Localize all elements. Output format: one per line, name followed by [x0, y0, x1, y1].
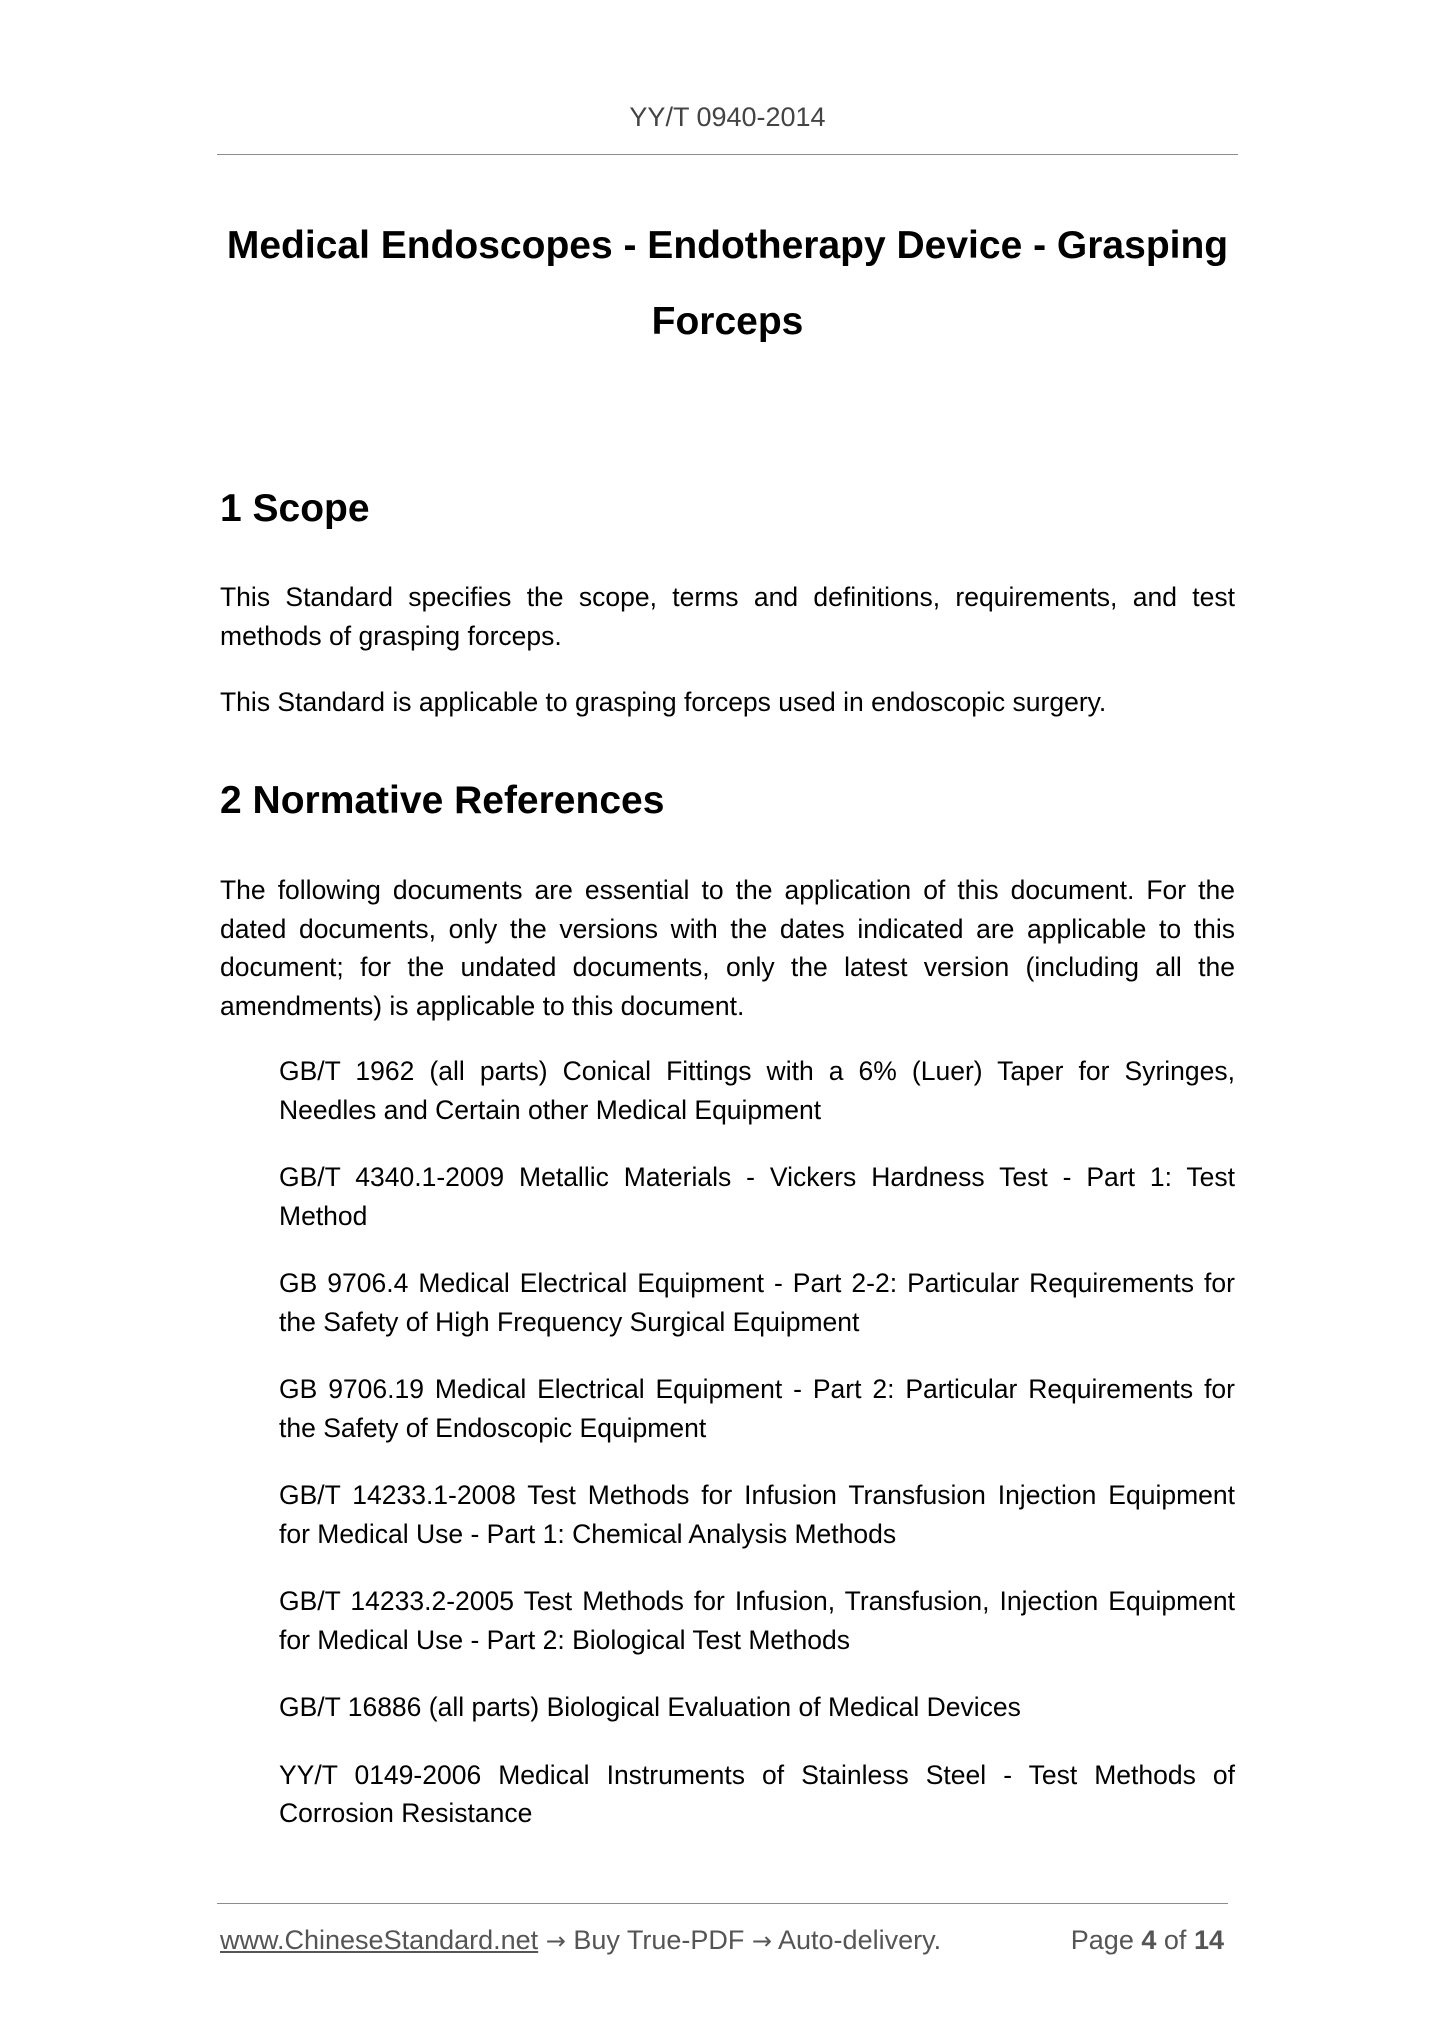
footer-divider — [217, 1903, 1228, 1904]
reference-item: GB/T 14233.1-2008 Test Methods for Infusion Transfusion Injection Equipment for Medical Use - Part 1: Chemical Analysis Methods — [279, 1480, 1235, 1549]
scope-paragraph-1: This Standard specifies the scope, terms and definitions, requirements, and test methods of grasping forceps. — [220, 582, 1235, 651]
page-current: 4 — [1141, 1925, 1157, 1955]
auto-delivery-text: Auto-delivery. — [778, 1925, 942, 1955]
standard-code-header: YY/T 0940-2014 — [629, 102, 826, 132]
page-number — [1071, 1922, 1224, 1958]
reference-list — [279, 1052, 1235, 1862]
normative-references-intro: The following documents are essential to the application of this document. For the dated documents, only the versions with the dates indicated are applicable to this document; for the undated documents, only the latest version (including all the amendments) is applicable to this document. — [220, 875, 1235, 1021]
reference-item: GB/T 14233.2-2005 Test Methods for Infusion, Transfusion, Injection Equipment for Medical Use - Part 2: Biological Test Methods — [279, 1586, 1235, 1655]
section-heading-scope: 1 Scope — [220, 487, 370, 530]
website-link[interactable]: www.ChineseStandard.net — [220, 1925, 539, 1955]
page-total: 14 — [1193, 1925, 1224, 1955]
page-label: Page — [1070, 1925, 1134, 1955]
reference-item: YY/T 0149-2006 Medical Instruments of Stainless Steel - Test Methods of Corrosion Resistance — [279, 1759, 1235, 1828]
document-title-line-2: Forceps — [651, 300, 804, 343]
document-title — [217, 208, 1238, 360]
arrow-right-icon: → — [545, 1927, 566, 1955]
reference-item: GB/T 4340.1-2009 Metallic Materials - Vickers Hardness Test - Part 1: Test Method — [279, 1162, 1235, 1231]
buy-true-pdf-text: Buy True-PDF — [573, 1925, 745, 1955]
scope-paragraph-2: This Standard is applicable to grasping forceps used in endoscopic surgery. — [220, 687, 1107, 717]
document-title-line-1: Medical Endoscopes - Endotherapy Device - Grasping — [226, 224, 1229, 267]
reference-item: GB/T 16886 (all parts) Biological Evaluation of Medical Devices — [279, 1692, 1021, 1722]
arrow-right-icon: → — [751, 1927, 772, 1955]
reference-item: GB 9706.19 Medical Electrical Equipment - Part 2: Particular Requirements for the Safety of Endoscopic Equipment — [279, 1374, 1235, 1443]
page-of-label: of — [1163, 1925, 1187, 1955]
reference-item: GB/T 1962 (all parts) Conical Fittings with a 6% (Luer) Taper for Syringes, Needles and Certain other Medical Equipment — [279, 1056, 1235, 1125]
footer-promo — [220, 1922, 941, 1959]
section-heading-normative-references: 2 Normative References — [220, 779, 665, 822]
reference-item: GB 9706.4 Medical Electrical Equipment - Part 2-2: Particular Requirements for the Safety of High Frequency Surgical Equipment — [279, 1268, 1235, 1337]
header-divider — [217, 154, 1238, 155]
